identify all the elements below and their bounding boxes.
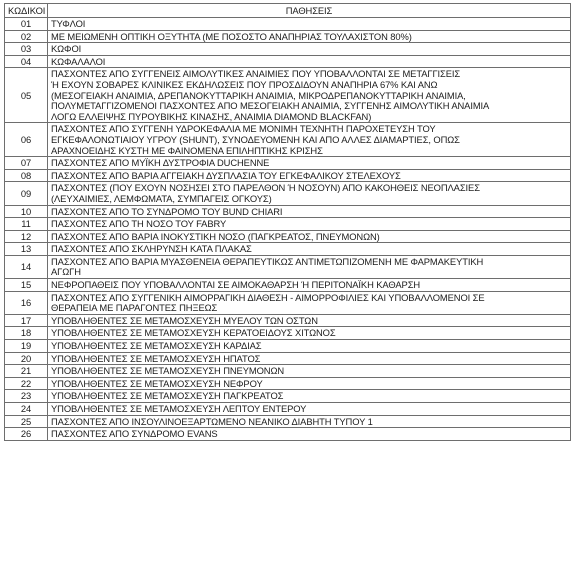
header-row	[5, 4, 571, 18]
row-code: 21	[5, 365, 48, 378]
row-condition: ΚΩΦΟΙ	[48, 43, 571, 56]
table-row	[5, 123, 571, 157]
row-condition: ΠΑΣΧΟΝΤΕΣ ΑΠΟ ΤΗ ΝΟΣΟ ΤΟΥ FABRY	[48, 218, 571, 231]
row-condition: ΥΠΟΒΛΗΘΕΝΤΕΣ ΣΕ ΜΕΤΑΜΟΣΧΕΥΣΗ ΠΑΓΚΡΕΑΤΟΣ	[48, 390, 571, 403]
row-code: 23	[5, 390, 48, 403]
header-condition: ΠΑΘΗΣΕΙΣ	[48, 4, 571, 18]
row-condition: ΠΑΣΧΟΝΤΕΣ ΑΠΟ ΣΥΓΓΕΝΙΚΗ ΑΙΜΟΡΡΑΓΙΚΗ ΔΙΑΘΕΣΗ - ΑΙΜΟΡΡΟΦΙΛΙΕΣ ΚΑΙ ΥΠΟΒΑΛΛΟΜΕΝΟΙ ΣΕ ΘΕΡΑΠΕΙΑ ΜΕ ΠΑΡΑΓΟΝΤΕΣ ΠΗΞΕΩΣ	[48, 291, 571, 314]
conditions-table	[4, 3, 571, 441]
table-row	[5, 205, 571, 218]
row-condition: ΥΠΟΒΛΗΘΕΝΤΕΣ ΣΕ ΜΕΤΑΜΟΣΧΕΥΣΗ ΠΝΕΥΜΟΝΩΝ	[48, 365, 571, 378]
row-condition: ΠΑΣΧΟΝΤΕΣ ΑΠΟ ΤΟ ΣΥΝΔΡΟΜΟ ΤΟΥ BUND CHIARI	[48, 205, 571, 218]
row-code: 13	[5, 243, 48, 256]
row-condition: ΠΑΣΧΟΝΤΕΣ ΑΠΟ ΙΝΣΟΥΛΙΝΟΕΞΑΡΤΩΜΕΝΟ ΝΕΑΝΙΚΟ ΔΙΑΒΗΤΗ ΤΥΠΟΥ 1	[48, 415, 571, 428]
row-condition: ΠΑΣΧΟΝΤΕΣ ΑΠΟ ΣΚΛΗΡΥΝΣΗ ΚΑΤΑ ΠΛΑΚΑΣ	[48, 243, 571, 256]
row-code: 25	[5, 415, 48, 428]
table-row	[5, 279, 571, 292]
table-row	[5, 169, 571, 182]
row-code: 01	[5, 18, 48, 31]
row-code: 10	[5, 205, 48, 218]
row-condition: ΥΠΟΒΛΗΘΕΝΤΕΣ ΣΕ ΜΕΤΑΜΟΣΧΕΥΣΗ ΛΕΠΤΟΥ ΕΝΤΕΡΟΥ	[48, 403, 571, 416]
row-condition: ΠΑΣΧΟΝΤΕΣ ΑΠΟ ΜΥΪΚΗ ΔΥΣΤΡΟΦΙΑ DUCHENNE	[48, 157, 571, 170]
table-row	[5, 314, 571, 327]
row-condition: ΥΠΟΒΛΗΘΕΝΤΕΣ ΣΕ ΜΕΤΑΜΟΣΧΕΥΣΗ ΝΕΦΡΟΥ	[48, 377, 571, 390]
row-condition: ΠΑΣΧΟΝΤΕΣ ΑΠΟ ΣΥΝΔΡΟΜΟ EVANS	[48, 428, 571, 441]
table-row	[5, 428, 571, 441]
row-code: 15	[5, 279, 48, 292]
table-row	[5, 43, 571, 56]
row-code: 26	[5, 428, 48, 441]
row-code: 20	[5, 352, 48, 365]
row-code: 05	[5, 68, 48, 123]
row-condition: ΜΕ ΜΕΙΩΜΕΝΗ ΟΠΤΙΚΗ ΟΞΥΤΗΤΑ (ΜΕ ΠΟΣΟΣΤΟ ΑΝΑΠΗΡΙΑΣ ΤΟΥΛΑΧΙΣΤΟΝ 80%)	[48, 30, 571, 43]
table-row	[5, 230, 571, 243]
row-code: 22	[5, 377, 48, 390]
row-code: 12	[5, 230, 48, 243]
table-row	[5, 377, 571, 390]
row-code: 08	[5, 169, 48, 182]
row-code: 18	[5, 327, 48, 340]
row-condition: ΝΕΦΡΟΠΑΘΕΙΣ ΠΟΥ ΥΠΟΒΑΛΛΟΝΤΑΙ ΣΕ ΑΙΜΟΚΑΘΑΡΣΗ Ή ΠΕΡΙΤΟΝΑΪΚΗ ΚΑΘΑΡΣΗ	[48, 279, 571, 292]
row-condition: ΠΑΣΧΟΝΤΕΣ ΑΠΟ ΒΑΡΙΑ ΑΓΓΕΙΑΚΗ ΔΥΣΠΛΑΣΙΑ ΤΟΥ ΕΓΚΕΦΑΛΙΚΟΥ ΣΤΕΛΕΧΟΥΣ	[48, 169, 571, 182]
row-condition: ΠΑΣΧΟΝΤΕΣ ΑΠΟ ΒΑΡΙΑ ΙΝΟΚΥΣΤΙΚΗ ΝΟΣΟ (ΠΑΓΚΡΕΑΤΟΣ, ΠΝΕΥΜΟΝΩΝ)	[48, 230, 571, 243]
row-code: 11	[5, 218, 48, 231]
table-body	[5, 18, 571, 441]
table-row	[5, 18, 571, 31]
row-code: 19	[5, 340, 48, 353]
row-code: 09	[5, 182, 48, 205]
table-row	[5, 327, 571, 340]
header-code: ΚΩΔΙΚΟΙ	[5, 4, 48, 18]
table-row	[5, 340, 571, 353]
row-condition: ΠΑΣΧΟΝΤΕΣ ΑΠΟ ΒΑΡΙΑ ΜΥΑΣΘΕΝΕΙΑ ΘΕΡΑΠΕΥΤΙΚΩΣ ΑΝΤΙΜΕΤΩΠΙΖΟΜΕΝΗ ΜΕ ΦΑΡΜΑΚΕΥΤΙΚΗ ΑΓΩΓΗ	[48, 255, 571, 278]
table-row	[5, 55, 571, 68]
row-code: 06	[5, 123, 48, 157]
table-row	[5, 182, 571, 205]
row-condition: ΠΑΣΧΟΝΤΕΣ (ΠΟΥ ΕΧΟΥΝ ΝΟΣΗΣΕΙ ΣΤΟ ΠΑΡΕΛΘΟΝ Ή ΝΟΣΟΥΝ) ΑΠΟ ΚΑΚΟΗΘΕΙΣ ΝΕΟΠΛΑΣΙΕΣ (ΛΕΥΧΑΙΜΙΕΣ, ΛΕΜΦΩΜΑΤΑ, ΣΥΜΠΑΓΕΙΣ ΟΓΚΟΥΣ)	[48, 182, 571, 205]
row-condition: ΥΠΟΒΛΗΘΕΝΤΕΣ ΣΕ ΜΕΤΑΜΟΣΧΕΥΣΗ ΚΕΡΑΤΟΕΙΔΟΥΣ ΧΙΤΩΝΟΣ	[48, 327, 571, 340]
row-code: 03	[5, 43, 48, 56]
table-row	[5, 30, 571, 43]
table-row	[5, 291, 571, 314]
row-code: 17	[5, 314, 48, 327]
row-condition: ΥΠΟΒΛΗΘΕΝΤΕΣ ΣΕ ΜΕΤΑΜΟΣΧΕΥΣΗ ΗΠΑΤΟΣ	[48, 352, 571, 365]
row-code: 02	[5, 30, 48, 43]
table-row	[5, 243, 571, 256]
row-code: 04	[5, 55, 48, 68]
table-row	[5, 157, 571, 170]
table-row	[5, 352, 571, 365]
table-row	[5, 218, 571, 231]
table-row	[5, 403, 571, 416]
table-row	[5, 390, 571, 403]
table-row	[5, 255, 571, 278]
row-code: 24	[5, 403, 48, 416]
row-condition: ΚΩΦΑΛΑΛΟΙ	[48, 55, 571, 68]
row-condition: ΤΥΦΛΟΙ	[48, 18, 571, 31]
row-condition: ΠΑΣΧΟΝΤΕΣ ΑΠΟ ΣΥΓΓΕΝΗ ΥΔΡΟΚΕΦΑΛΙΑ ΜΕ ΜΟΝΙΜΗ ΤΕΧΝΗΤΗ ΠΑΡΟΧΕΤΕΥΣΗ ΤΟΥ ΕΓΚΕΦΑΛΟΝΩΤΙΑΙΟΥ ΥΓΡΟΥ (SHUNT), ΣΥΝΟΔΕΥΟΜΕΝΗ ΚΑΙ ΑΠΟ ΑΛΛΕΣ ΔΙΑΜΑΡΤΙΕΣ, ΟΠΩΣ ΑΡΑΧΝΟΕΙΔΗΣ ΚΥΣΤΗ ΜΕ ΦΑΙΝΟΜΕΝΑ ΕΠΙΛΗΠΤΙΚΗΣ ΚΡΙΣΗΣ	[48, 123, 571, 157]
row-code: 16	[5, 291, 48, 314]
row-condition: ΠΑΣΧΟΝΤΕΣ ΑΠΟ ΣΥΓΓΕΝΕΙΣ ΑΙΜΟΛΥΤΙΚΕΣ ΑΝΑΙΜΙΕΣ ΠΟΥ ΥΠΟΒΑΛΛΟΝΤΑΙ ΣΕ ΜΕΤΑΓΓΙΣΕΙΣ Ή ΕΧΟΥΝ ΣΟΒΑΡΕΣ ΚΛΙΝΙΚΕΣ ΕΚΔΗΛΩΣΕΙΣ ΠΟΥ ΠΡΟΣΔΙΔΟΥΝ ΑΝΑΠΗΡΙΑ 67% ΚΑΙ ΑΝΩ (ΜΕΣΟΓΕΙΑΚΗ ΑΝΑΙΜΙΑ, ΔΡΕΠΑΝΟΚΥΤΤΑΡΙΚΗ ΑΝΑΙΜΙΑ, ΜΙΚΡΟΔΡΕΠΑΝΟΚΥΤΤΑΡΙΚΗ ΑΝΑΙΜΙΑ, ΠΟΛΥΜΕΤΑΓΓΙΖΟΜΕΝΟΙ ΠΑΣΧΟΝΤΕΣ ΑΠΟ ΜΕΣΟΓΕΙΑΚΗ ΑΝΑΙΜΙΑ, ΣΥΓΓΕΝΗΣ ΑΙΜΟΛΥΤΙΚΗ ΑΝΑΙΜΙΑ ΛΟΓΩ ΕΛΛΕΙΨΗΣ ΠΥΡΟΥΒΙΚΗΣ ΚΙΝΑΣΗΣ, ΑΝΑΙΜΙΑ DIAMOND BLACKFAN)	[48, 68, 571, 123]
table-row	[5, 415, 571, 428]
row-code: 14	[5, 255, 48, 278]
row-condition: ΥΠΟΒΛΗΘΕΝΤΕΣ ΣΕ ΜΕΤΑΜΟΣΧΕΥΣΗ ΜΥΕΛΟΥ ΤΩΝ ΟΣΤΩΝ	[48, 314, 571, 327]
row-condition: ΥΠΟΒΛΗΘΕΝΤΕΣ ΣΕ ΜΕΤΑΜΟΣΧΕΥΣΗ ΚΑΡΔΙΑΣ	[48, 340, 571, 353]
table-row	[5, 68, 571, 123]
table-row	[5, 365, 571, 378]
row-code: 07	[5, 157, 48, 170]
